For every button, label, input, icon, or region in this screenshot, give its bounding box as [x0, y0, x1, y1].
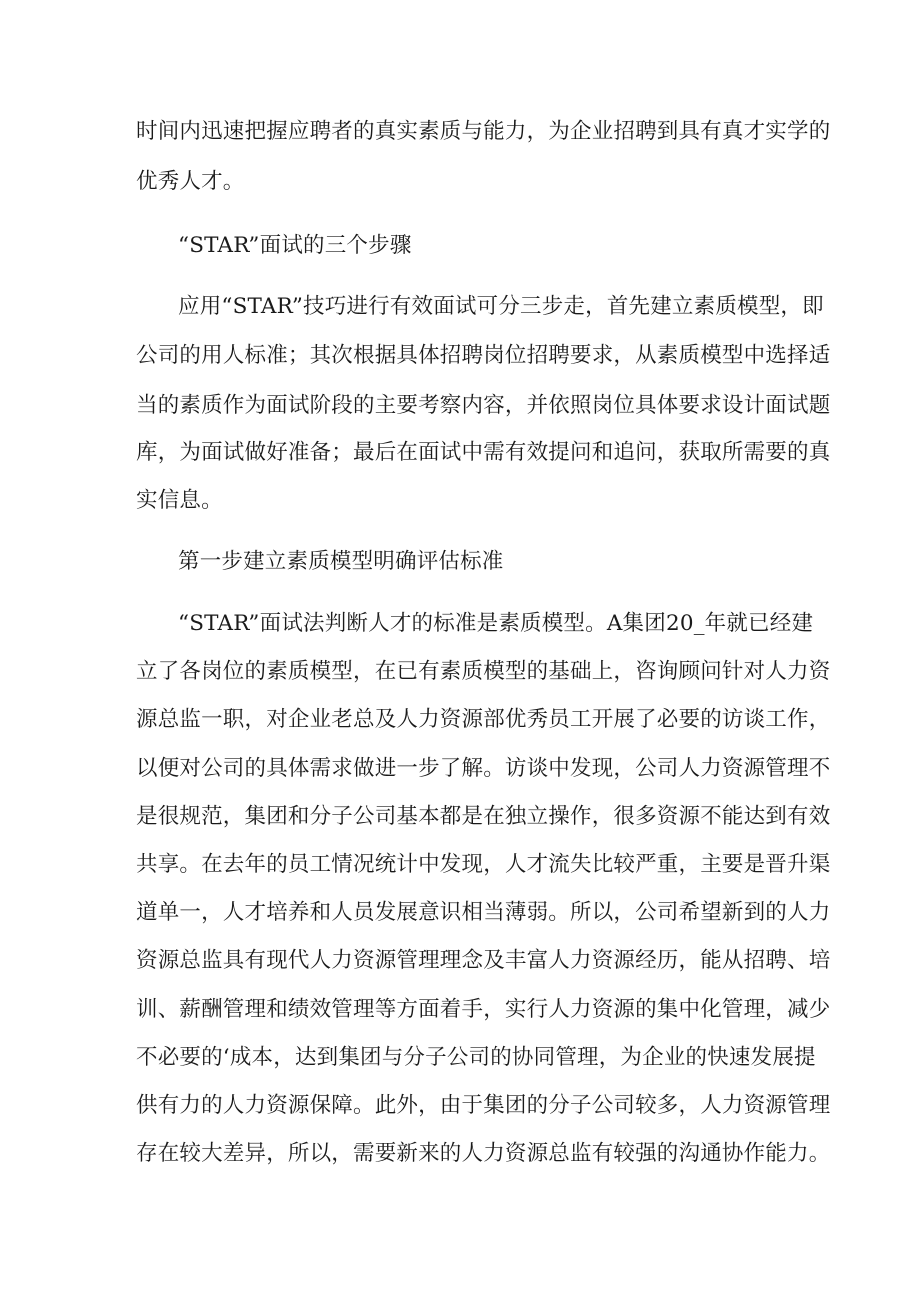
text-line: 道单一，人才培养和人员发展意识相当薄弱。所以，公司希望新到的人力 [136, 900, 831, 925]
text-line: 是很规范，集团和分子公司基本都是在独立操作，很多资源不能达到有效 [136, 804, 831, 829]
heading-text: 第一步建立素质模型明确评估标准 [178, 549, 504, 574]
text-line: 立了各岗位的素质模型，在已有素质模型的基础上，咨询顾问针对人力资 [136, 659, 831, 684]
paragraph-line [0, 1038, 920, 1078]
text-line: 不必要的‘成本，达到集团与分子公司的协同管理，为企业的快速发展提 [136, 1045, 816, 1070]
paragraph-line [0, 1086, 920, 1126]
text-line: 供有力的人力资源保障。此外，由于集团的分子公司较多，人力资源管理 [136, 1093, 831, 1118]
text-line: 应用“STAR”技巧进行有效面试可分三步走，首先建立素质模型，即 [178, 294, 824, 319]
text-line: 库，为面试做好准备；最后在面试中需有效提问和追问，获取所需要的真 [136, 440, 831, 465]
paragraph-line [0, 700, 920, 740]
paragraph-line [0, 749, 920, 789]
paragraph-line [0, 287, 920, 327]
paragraph-line [0, 1134, 920, 1174]
text-line: 实信息。 [136, 488, 223, 513]
text-line: 存在较大差异，所以，需要新来的人力资源总监有较强的沟通协作能力。 [136, 1141, 831, 1166]
paragraph-line [0, 990, 920, 1030]
section-heading [0, 226, 920, 266]
heading-text: “STAR”面试的三个步骤 [178, 233, 412, 258]
paragraph-line [0, 386, 920, 426]
paragraph-line [0, 481, 920, 521]
paragraph-line [0, 845, 920, 885]
paragraph-line [0, 797, 920, 837]
text-line: 公司的用人标准；其次根据具体招聘岗位招聘要求，从素质模型中选择适 [136, 343, 831, 368]
paragraph-line [0, 433, 920, 473]
paragraph-line [0, 893, 920, 933]
paragraph-line [0, 112, 920, 152]
paragraph-line [0, 652, 920, 692]
text-line: “STAR”面试法判断人才的标准是素质模型。A集团20_年就已经建 [178, 611, 814, 636]
text-line: 以便对公司的具体需求做进一步了解。访谈中发现，公司人力资源管理不 [136, 756, 831, 781]
paragraph-line [0, 604, 920, 644]
text-line: 训、薪酬管理和绩效管理等方面着手，实行人力资源的集中化管理，减少 [136, 997, 831, 1022]
text-line: 时间内迅速把握应聘者的真实素质与能力，为企业招聘到具有真才实学的 [136, 119, 831, 144]
text-line: 当的素质作为面试阶段的主要考察内容，并依照岗位具体要求设计面试题 [136, 393, 831, 418]
paragraph-line [0, 941, 920, 981]
paragraph-line [0, 162, 920, 202]
text-line: 共享。在去年的员工情况统计中发现，人才流失比较严重，主要是晋升渠 [136, 852, 831, 877]
text-line: 资源总监具有现代人力资源管理理念及丰富人力资源经历，能从招聘、培 [136, 948, 831, 973]
text-line: 源总监一职，对企业老总及人力资源部优秀员工开展了必要的访谈工作， [136, 707, 831, 732]
text-line: 优秀人才。 [136, 169, 245, 194]
paragraph-line [0, 336, 920, 376]
section-heading [0, 542, 920, 582]
